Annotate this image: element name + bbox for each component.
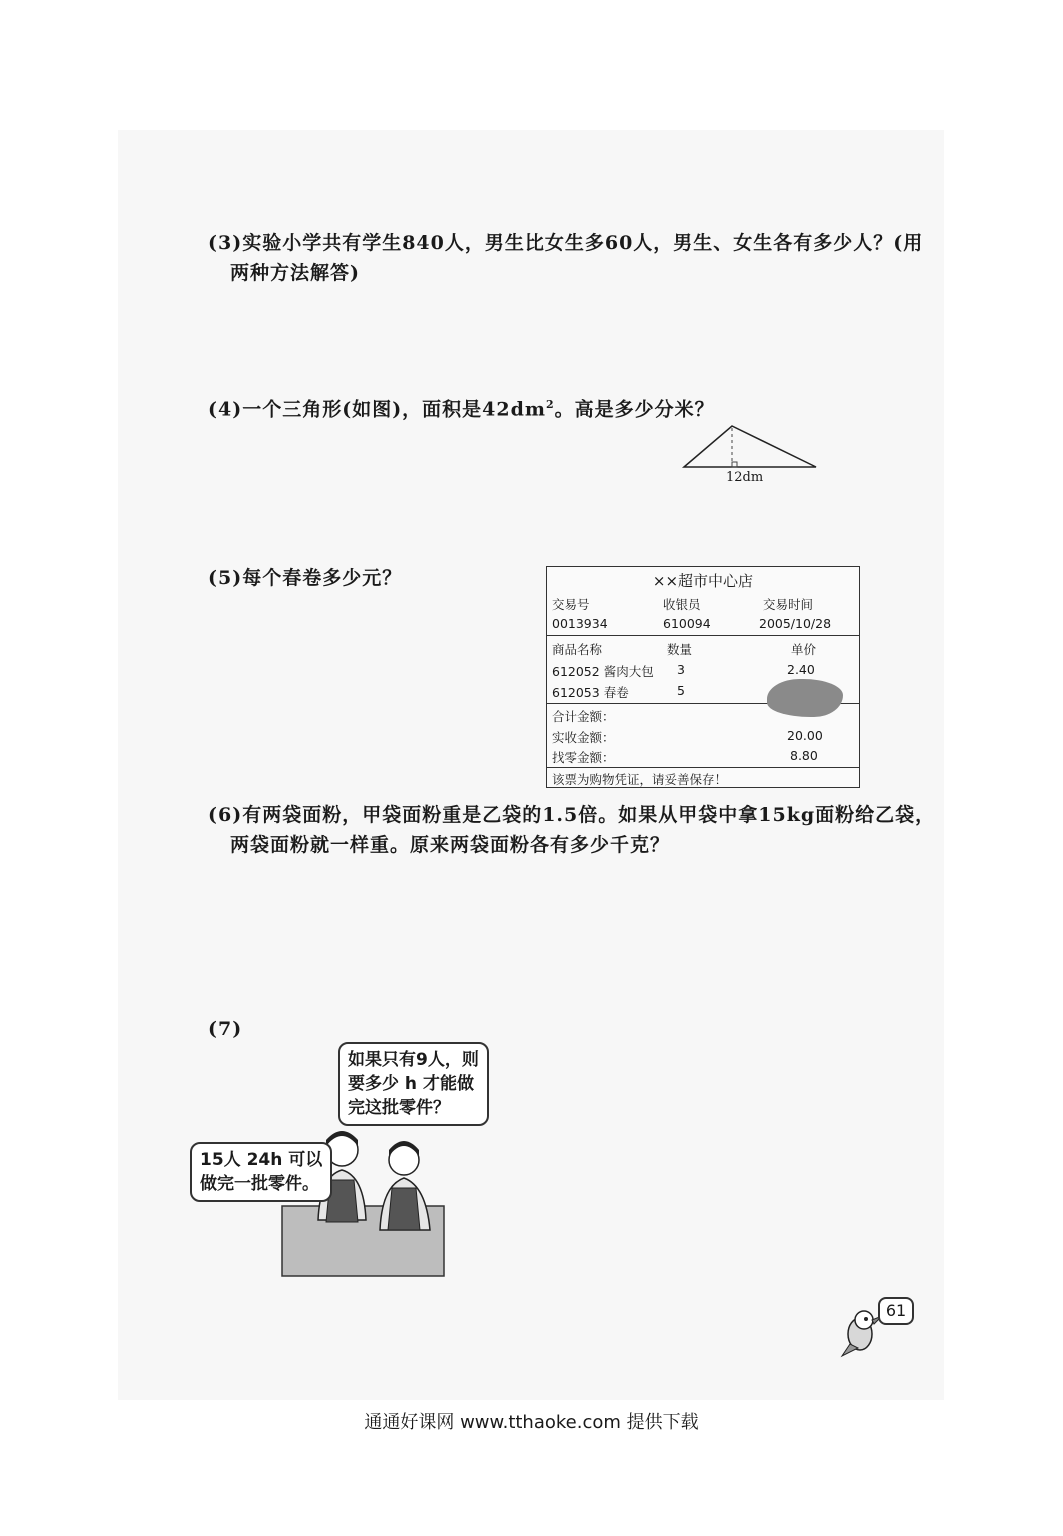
question-5: (5)每个春卷多少元？	[208, 567, 403, 589]
receipt	[546, 566, 860, 788]
receipt-note: 该票为购物凭证，请妥善保存！	[552, 772, 728, 787]
receipt-header-label: 收银员	[663, 597, 701, 612]
receipt-item-qty: 3	[677, 662, 685, 677]
receipt-paid-value: 20.00	[787, 728, 823, 743]
receipt-column-header: 商品名称	[552, 642, 603, 657]
question-4-text-end: 。高是多少分米？	[554, 398, 715, 421]
question-3	[208, 228, 923, 288]
speech-bubble-right-line2: 要多少 h 才能做	[348, 1074, 474, 1094]
speech-bubble-left-line1: 15人 24h 可以	[200, 1150, 323, 1170]
page-number: 61	[878, 1297, 914, 1325]
question-6	[208, 800, 935, 860]
receipt-divider	[547, 635, 859, 636]
receipt-header-value: 0013934	[552, 616, 608, 631]
receipt-divider	[547, 767, 859, 768]
receipt-change-value: 8.80	[790, 748, 818, 763]
receipt-title: ××超市中心店	[652, 572, 754, 590]
receipt-header-value: 2005/10/28	[759, 616, 832, 631]
receipt-paid-label: 实收金额：	[552, 730, 615, 745]
receipt-column-header: 单价	[791, 642, 817, 657]
receipt-header-label: 交易时间	[763, 597, 814, 612]
question-7-label: (7)	[208, 1018, 243, 1040]
triangle-base-label: 12dm	[726, 470, 764, 485]
footer-watermark: 通通好课网 www.tthaoke.com 提供下载	[364, 1412, 699, 1433]
receipt-item-name: 612052 酱肉大包	[552, 664, 654, 679]
ink-smudge	[767, 679, 843, 717]
receipt-item-qty: 5	[677, 683, 685, 698]
question-4-text: (4)一个三角形(如图)，面积是42dm	[208, 398, 547, 421]
speech-bubble-right-line1: 如果只有9人，则	[348, 1050, 479, 1070]
question-3-line2: 两种方法解答)	[230, 262, 360, 284]
question-6-line2: 两袋面粉就一样重。原来两袋面粉各有多少千克？	[230, 834, 671, 856]
receipt-item-price: 2.40	[787, 662, 815, 677]
speech-bubble-right-line3: 完这批零件？	[348, 1098, 450, 1118]
triangle-shape	[684, 426, 816, 467]
receipt-change-label: 找零金额：	[552, 750, 615, 765]
question-4-superscript: 2	[546, 398, 555, 411]
question-4	[208, 390, 715, 424]
speech-bubble-left-line2: 做完一批零件。	[200, 1174, 319, 1194]
receipt-total-label: 合计金额：	[552, 709, 615, 724]
question-3-line1: (3)实验小学共有学生840人，男生比女生多60人，男生、女生各有多少人？(用	[208, 232, 924, 254]
speech-bubble-right	[338, 1042, 489, 1126]
receipt-header-label: 交易号	[552, 597, 590, 612]
speech-bubble-left	[190, 1142, 332, 1202]
worker-2-apron	[388, 1188, 420, 1230]
receipt-column-header: 数量	[667, 642, 693, 657]
receipt-item-name: 612053 春卷	[552, 685, 629, 700]
receipt-header-value: 610094	[663, 616, 711, 631]
question-6-line1: (6)有两袋面粉，甲袋面粉重是乙袋的1.5倍。如果从甲袋中拿15kg面粉给乙袋，	[208, 804, 936, 826]
